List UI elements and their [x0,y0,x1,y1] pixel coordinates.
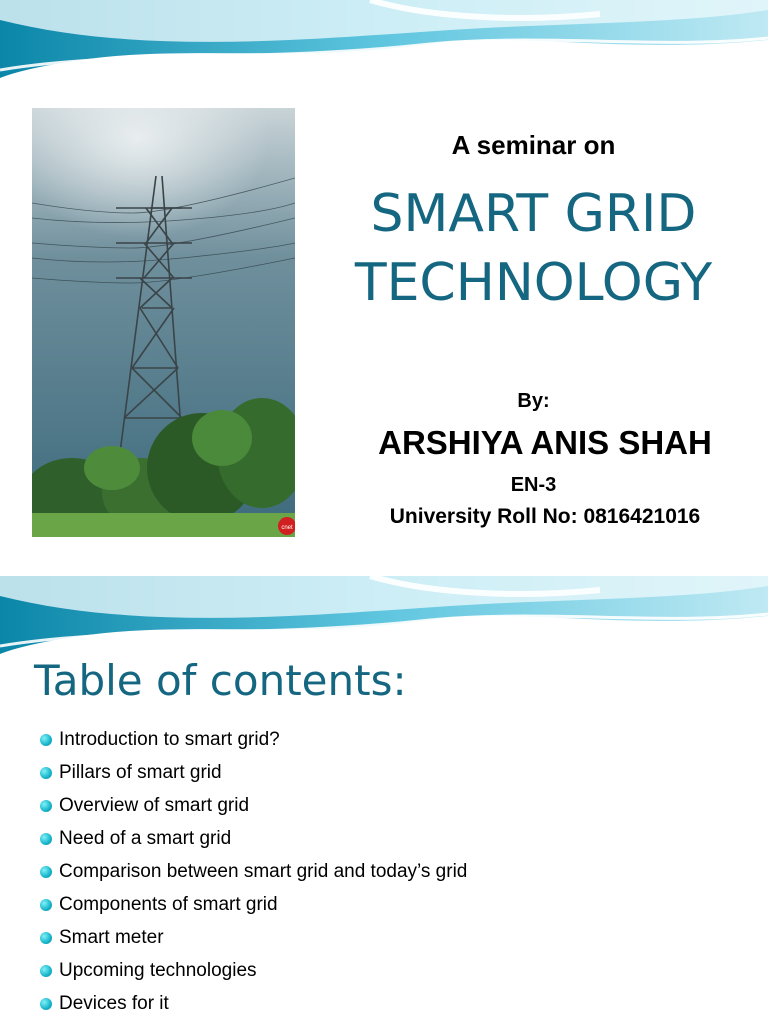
slide-title-line-2: TECHNOLOGY [354,253,713,313]
seminar-lead: A seminar on [451,130,616,160]
list-item-text: Pillars of smart grid [59,761,222,783]
bullet-icon [40,866,52,878]
list-item [40,822,467,855]
list-item-text: Introduction to smart grid? [59,728,280,750]
header-wave-decoration [0,576,768,666]
list-item [40,756,467,789]
bullet-icon [40,800,52,812]
list-item-text: Overview of smart grid [59,794,250,816]
list-item [40,789,467,822]
toc-heading: Table of contents: [34,656,407,705]
list-item [40,888,467,921]
list-item-text: Smart meter [59,926,164,948]
list-item [40,921,467,954]
bullet-icon [40,734,52,746]
list-item [40,987,467,1020]
bullet-icon [40,767,52,779]
author-name: ARSHIYA ANIS SHAH [378,424,712,461]
slide-title [306,180,761,318]
list-item-text: Comparison between smart grid and today’s grid [59,860,468,882]
list-item [40,954,467,987]
list-item-text: Upcoming technologies [59,959,257,981]
toc-list [40,723,467,1020]
roll-number: University Roll No: 0816421016 [389,505,701,528]
toc-slide [0,576,768,1024]
header-wave-decoration [0,0,768,90]
by-label: By: [517,390,550,412]
bullet-icon [40,833,52,845]
bullet-icon [40,899,52,911]
bullet-icon [40,932,52,944]
photo-logo: cnet [281,525,293,531]
list-item [40,723,467,756]
class-label: EN-3 [510,474,557,496]
transmission-tower-photo [32,108,295,537]
list-item-text: Components of smart grid [59,893,278,915]
slide-title-line-1: SMART GRID [370,184,697,244]
bullet-icon [40,998,52,1010]
list-item [40,855,467,888]
list-item-text: Need of a smart grid [59,827,232,849]
list-item-text: Devices for it [59,992,169,1014]
bullet-icon [40,965,52,977]
